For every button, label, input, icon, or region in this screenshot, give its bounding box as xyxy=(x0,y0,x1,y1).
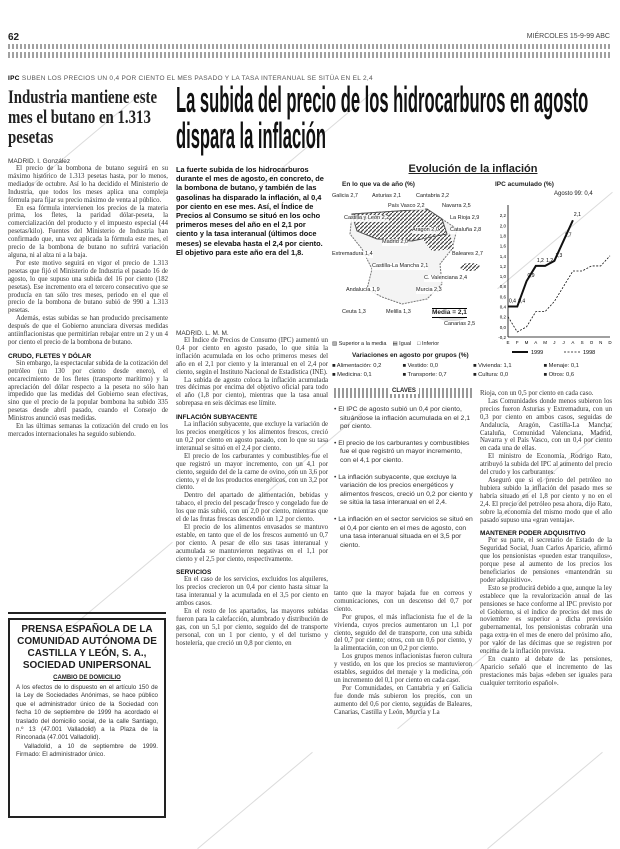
group-name: Vivienda xyxy=(478,363,501,369)
chart-annotation: Agosto 99: 0,4 xyxy=(554,191,593,197)
group-name: Otros xyxy=(548,372,563,378)
paragraph: Dentro del apartado de alimentación, bebidas y tabaco, el precio del pescado fresco y congelado fue de los que más subió, con un 2,0 por ciento, mientras que el de las frutas frescas descendió un 1,2 por ciento. xyxy=(176,492,328,524)
group-item: ■ Transporte: 0,7 xyxy=(402,372,447,378)
region-value: 2,0 xyxy=(431,227,439,233)
key-point: • El precio de los carburantes y combustibles fue el que registró un mayor incremento, con el 4,1 por ciento. xyxy=(340,440,474,466)
groups-list xyxy=(332,362,614,380)
main-column-1 xyxy=(176,330,328,648)
group-value: 0,1 xyxy=(570,363,579,369)
paragraph: En las últimas semanas la cotización del crudo en los mercados internacionales ha seguido subiendo. xyxy=(8,423,168,438)
side-headline: Industria mantiene este mes el butano en 1.313 pesetas xyxy=(8,87,158,148)
kicker-tag: IPC xyxy=(8,75,20,82)
group-value: 0,7 xyxy=(438,372,447,378)
data-label: 0,9 xyxy=(527,273,535,280)
x-tick-label: E xyxy=(506,340,510,345)
group-name: Cultura xyxy=(478,372,497,378)
region-value: 2,5 xyxy=(467,321,476,327)
legend-below: □ Inferior xyxy=(417,341,440,347)
y-tick-label: 0,0 xyxy=(499,324,506,330)
infographic-title: Evolución de la inflación xyxy=(408,163,538,175)
x-tick-label: J xyxy=(562,340,565,345)
region-name: Madrid xyxy=(382,239,399,245)
abc-watermark xyxy=(197,752,313,849)
group-name: Vestido xyxy=(407,363,427,369)
paragraph: La subida de agosto coloca la inflación acumulada tres décimas por encima del objetivo oficial para todo el año (1,8 por ciento), mientras que la tasa anual sobrepasa en seis décimas ese límite. xyxy=(176,376,328,408)
paragraph: El precio de la bombona de butano seguirá en su máximo histórico de 1.313 pesetas hasta, por lo menos, mediados de octubre. Así lo ha decidido el Ministerio de Industria, que todos los meses aplica una compleja fórmula para fijar su precio máximo de venta al público. xyxy=(8,165,168,204)
data-label: 2,1 xyxy=(573,212,581,219)
key-points-title: CLAVES xyxy=(389,388,419,394)
region-name: Galicia xyxy=(332,193,349,199)
paragraph: Por este motivo seguirá en vigor el precio de 1.313 pesetas que fijó el Ministerio de Industria el pasado 16 de agosto, lo que supuso una subida del 16 por ciento (182 pesetas). Ese incremento era el tercero consecutivo que se producía en tan sólo tres meses, periodo en el que el precio de la bombona de butano subió de 990 a 1.313 pesetas. xyxy=(8,259,168,315)
legend-above: ▨ Superior a la media xyxy=(332,341,387,347)
paragraph: En el resto de los apartados, las mayores subidas fueron para la calefacción, alumbrado y distribución de gas, con un 5,1 por ciento, seguido del de transporte personal, con un 1 por ciento, y el del turismo y hostelería, que creció un 0,8 por ciento, en xyxy=(176,608,328,647)
region-value: 2,2 xyxy=(441,193,450,199)
paragraph: Esto se producirá debido a que, aunque la ley establece que la revalorización anual de las pensiones se hace conforme al IPC previsto por el Gobierno, si el índice de precios del mes de noviembre es superior a dicha previsión gubernamental, los pensionistas cobrarán una paga extra en el mes de enero del próximo año, por valor de las décimas que se registren por encima de la inflación prevista. xyxy=(480,584,612,656)
region-label xyxy=(442,203,471,210)
paragraph: Las Comunidades donde menos subieron los precios fueron Asturias y Extremadura, con un 0,3 por ciento en ambos casos, seguidas de Andalucía, Aragón, Castilla-La Mancha, Cataluña, Comunidad Valenciana, Madrid, Navarra y el País Vasco, con un 0,4 por ciento en cada una de ellas. xyxy=(480,397,612,453)
region-label xyxy=(386,309,411,316)
x-tick-label: N xyxy=(599,340,603,345)
region-value: 1,3 xyxy=(358,309,366,315)
region-value: 1,4 xyxy=(365,251,373,257)
media-label: Media = 2,1 xyxy=(432,309,467,316)
notice-body: A los efectos de lo dispuesto en el artículo 150 de la Ley de Sociedades Anónimas, se hace público que el administrador único de la Sociedad con fecha 10 de septiembre de 1999 ha acordado el traslado del domicilio social, de la calle Santiago, n.º 13 (47.001 Valladolid) a la Plaza de la Rinconada (47.001 Valladolid). xyxy=(16,684,158,742)
data-label: 1,7 xyxy=(564,232,572,239)
x-tick-label: A xyxy=(534,340,538,345)
subhead: INFLACIÓN SUBYACENTE xyxy=(176,414,258,422)
legend-label: Inferior xyxy=(421,341,440,347)
group-item: ■ Vestido: 0,0 xyxy=(402,363,438,369)
key-points-box xyxy=(334,388,474,550)
y-tick-label: 0,8 xyxy=(499,284,506,290)
group-value: 0,1 xyxy=(363,372,372,378)
paragraph: El Índice de Precios de Consumo (IPC) aumentó un 0,4 por ciento en agosto pasado, lo que sitúa la inflación acumulada en los ocho primeros meses del año en el 2,1 por ciento y la interanual en el 2,4 por ciento, según el Instituto Nacional de Estadística (INE). xyxy=(176,337,328,376)
region-label xyxy=(342,309,366,316)
paragraph: Por Comunidades, en Cantabria y en Galicia fue donde más subieron los precios, con un aumento del 0,6 por ciento, seguidas de Baleares, Canarias, Castilla y León, Murcia y La xyxy=(334,684,472,716)
legend-label: 1998 xyxy=(583,350,596,356)
paragraph: Rioja, con un 0,5 por ciento en cada caso. xyxy=(480,390,594,397)
region-label xyxy=(346,287,380,294)
region-label xyxy=(372,263,428,270)
region-name: Asturias xyxy=(372,193,392,199)
ipc-line-chart xyxy=(492,199,614,359)
region-label xyxy=(450,227,481,234)
group-value: 1,1 xyxy=(503,363,512,369)
region-value: 2,1 xyxy=(420,263,429,269)
key-point: • La inflación subyacente, que excluye la variación de los precios energéticos y alimentos frescos, creció un 0,2 por ciento y se sitúa la tasa interanual en el 2,4. xyxy=(340,474,474,508)
y-tick-label: 1,4 xyxy=(499,253,506,259)
map-legend xyxy=(332,341,490,347)
region-value: 2,7 xyxy=(475,251,483,257)
group-name: Alimentación xyxy=(336,363,370,369)
region-name: Baleares xyxy=(452,251,474,257)
region-label xyxy=(344,215,389,222)
paragraph: El precio de los alimentos envasados se mantuvo estable, en tanto que el de los frescos aumentó un 0,7 por ciento. A pesar de ello sus tasas interanual y acumulada se mantuvieron negativas en el 1,1 por ciento y el 2,5 por ciento, respectivamente. xyxy=(176,523,328,563)
subhead: SERVICIOS xyxy=(176,569,212,577)
map-title: En lo que va de año (%) xyxy=(342,181,415,188)
key-point: • La inflación en el sector servicios se situó en el 0,4 por ciento en el mes de agosto, con una tasa interanual situada en el 3,5 por ciento. xyxy=(340,516,474,550)
region-name: Navarra xyxy=(442,203,462,209)
region-name: Melilla xyxy=(386,309,402,315)
region-label xyxy=(444,321,475,328)
y-tick-label: 2,0 xyxy=(499,223,506,229)
y-tick-label: 0,4 xyxy=(499,304,506,310)
group-value: 0,0 xyxy=(429,363,438,369)
region-label xyxy=(388,203,425,210)
region-name: Canarias xyxy=(444,321,467,327)
region-name: Murcia xyxy=(416,287,433,293)
region-name: Andalucía xyxy=(346,287,371,293)
region-name: Cantabria xyxy=(416,193,440,199)
region-value: 1,3 xyxy=(403,309,411,315)
x-tick-label: A xyxy=(571,340,575,345)
paragraph: En cuanto al debate de las pensiones, Aparicio señaló que el incremento de las prestaciones más bajas «deben ser iguales para cualquier territorio español». xyxy=(480,656,612,687)
x-tick-label: S xyxy=(580,340,584,345)
paragraph: En esa fórmula intervienen los precios de la materia prima, los fletes, la paridad dólar-peseta, la comercialización del producto y el impuesto especial (44 pesetas/kilo). Fuentes del Ministerio de Industria han confirmado que, una vez aplicada la fórmula este mes, el precio de la bombona de butano no sufrirá variación alguna, ni al alza ni a la baja. xyxy=(8,204,168,259)
region-value: 2,8 xyxy=(473,227,482,233)
section-band xyxy=(8,44,612,58)
region-name: País Vasco xyxy=(388,203,416,209)
subhead: CRUDO, FLETES Y DÓLAR xyxy=(8,352,92,360)
paragraph: Los grupos menos inflacionistas fueron cultura y vestido, en los que los precios se mantuvieron estables, seguidos del menaje y la medicina, con un incremento del 0,1 por ciento en cada caso. xyxy=(334,653,472,684)
paragraph: En el caso de los servicios, excluidos los alquileres, los precios crecieron un 0,4 por ciento hasta situar la tasa interanual y la acumulada en el 3,5 por ciento en ambos casos. xyxy=(176,576,328,608)
kicker-text: SUBEN LOS PRECIOS UN 0,4 POR CIENTO EL MES PASADO Y LA TASA INTERANUAL SE SITÚA EN EL 2,4 xyxy=(21,75,373,82)
map-baleares xyxy=(460,263,480,271)
standfirst: La fuerte subida de los hidrocarburos durante el mes de agosto, en concreto, de la bombona de butano, y también de las gasolinas ha disparado la inflación, al 0,4 por ciento en ese mes. Así, el Índice de Precios al Consumo se situó en los ocho primeros meses del año en el 2,1 por ciento y la tasa interanual (últimos doce meses) se elevaba hasta el 2,4 por ciento. El objetivo para este año era del 1,8. xyxy=(176,165,324,257)
paragraph: Aseguró que si el precio del petróleo no hubiera subido la inflación del pasado mes se habría situado en el 1,8 por ciento y no en el 2,4. El precio del petróleo pesa ahora, dijo Rato, sobre la economía del mismo modo que el año pasado supuso una «gran ventaja». xyxy=(480,476,612,524)
region-label xyxy=(332,251,373,258)
byline: MADRID. I. González xyxy=(8,158,71,165)
paragraph: Por su parte, el secretario de Estado de la Seguridad Social, Juan Carlos Aparicio, afirmó que los pensionistas «pueden estar tranquilos», porque pese al aumento de los precios los beneficiarios de pensiones «mantendrán su poder adquisitivo». xyxy=(480,537,612,584)
paragraph: El precio de los carburantes y combustibles fue el que registró un mayor incremento, con un 4,1 por ciento, seguido del de la carne de ovino, con un 3,6 por ciento, y el de los productos energéticos, con un 3,2 por ciento. xyxy=(176,452,328,492)
group-item: ■ Alimentación: 0,2 xyxy=(332,363,382,369)
y-tick-label: -0,2 xyxy=(498,335,506,340)
region-name: C. Valenciana xyxy=(424,275,458,281)
abc-watermark xyxy=(487,752,603,849)
region-label xyxy=(372,193,401,200)
x-tick-label: D xyxy=(608,340,612,345)
region-label xyxy=(424,275,467,282)
group-item: ■ Medicina: 0,1 xyxy=(332,372,372,378)
y-tick-label: 0,6 xyxy=(499,294,506,300)
notice-title: PRENSA ESPAÑOLA DE LA COMUNIDAD AUTÓNOMA DE CASTILLA Y LEÓN, S. A., SOCIEDAD UNIPERSONAL xyxy=(17,624,157,671)
group-item: ■ Vivienda: 1,1 xyxy=(473,363,512,369)
region-label xyxy=(450,215,479,222)
legend-label: 1999 xyxy=(531,350,544,356)
region-name: Cataluña xyxy=(450,227,473,233)
key-point: • El IPC de agosto subió un 0,4 por ciento, situándose la inflación acumulada en el 2,1 por ciento. xyxy=(340,406,474,432)
y-tick-label: 1,8 xyxy=(499,233,506,239)
region-name: La Rioja xyxy=(450,215,471,221)
group-name: Menaje xyxy=(548,363,568,369)
region-value: 2,5 xyxy=(463,203,471,209)
region-label xyxy=(332,193,358,200)
main-headline: La subida del precio de los hidrocarburos en agosto dispara la inflación xyxy=(176,79,589,156)
group-value: 0,6 xyxy=(566,372,575,378)
x-tick-label: O xyxy=(589,340,594,345)
line-chart-title: IPC acumulado (%) xyxy=(495,181,554,188)
legend-label: Superior a la media xyxy=(338,341,387,347)
page-number: 62 xyxy=(8,32,20,43)
byline: MADRID. L. M. M. xyxy=(176,330,229,337)
region-value: 2,3 xyxy=(434,287,442,293)
x-tick-label: F xyxy=(515,340,519,345)
key-points-header xyxy=(334,388,474,398)
region-value: 2,0 xyxy=(400,239,408,245)
inflation-infographic xyxy=(332,163,614,388)
region-value: 2,9 xyxy=(471,215,480,221)
group-item: ■ Otros: 0,6 xyxy=(543,372,575,378)
y-tick-label: 0,2 xyxy=(499,314,506,320)
region-label xyxy=(416,287,442,294)
y-tick-label: 2,2 xyxy=(499,213,506,219)
paragraph: Además, estas subidas se han producido precisamente después de que el Gobierno anunciara diversas medidas antiinflacionistas que permitirían rebajar entre un 2 y un 4 por ciento el precio de la bombona de butano. xyxy=(8,315,168,346)
side-story xyxy=(8,158,168,439)
region-name: Ceuta xyxy=(342,309,357,315)
y-tick-label: 1,2 xyxy=(499,263,506,269)
region-label xyxy=(452,251,483,258)
region-name: Extremadura xyxy=(332,251,364,257)
group-value: 0,0 xyxy=(500,372,509,378)
data-label: 1,2 xyxy=(546,257,554,264)
main-column-2 xyxy=(334,590,472,717)
data-label: 0,4 xyxy=(518,298,526,305)
region-name: Aragón xyxy=(412,227,430,233)
region-value: 2,2 xyxy=(381,215,390,221)
y-tick-label: 1,6 xyxy=(499,243,506,249)
paragraph: La inflación subyacente, que excluye la variación de los precios energéticos y los alimentos frescos, creció un 0,2 por ciento en agosto pasado, con lo que su tasa interanual se situó en el 2,4 por ciento. xyxy=(176,421,328,452)
region-name: Castilla-La Mancha xyxy=(372,263,420,269)
page-date: MIÉRCOLES 15-9-99 ABC xyxy=(526,33,610,40)
paragraph: tanto que la mayor bajada fue en correos y comunicaciones, con un descenso del 0,7 por ciento. xyxy=(334,590,472,613)
region-label xyxy=(382,239,408,246)
group-value: 0,2 xyxy=(373,363,382,369)
notice-signature: Valladolid, a 10 de septiembre de 1999. Firmado: El administrador único. xyxy=(16,742,158,759)
region-name: Castilla y León xyxy=(344,215,381,221)
paragraph: Por grupos, el más inflacionista fue el de la vivienda, cuyos precios aumentaron un 1,1 por ciento, seguido del de transporte, con una subida del 0,7 por ciento; otros, con un 0,6 por ciento, y la alimentación, con un 0,2 por ciento. xyxy=(334,613,472,653)
legal-notice xyxy=(8,618,166,818)
paragraph: Sin embargo, la espectacular subida de la cotización del petróleo (un 130 por ciento desde enero), el encarecimiento de los fletes (transporte marítimo) y la apreciación del dólar respecto a la peseta no sólo han impedido que las medidas del Gobierno sean efectivas, sino que el precio de la popular bombona ha subido 335 pesetas desde abril pasado, cuando el Consejo de Ministros anunció esas medidas. xyxy=(8,359,168,423)
region-value: 1,9 xyxy=(372,287,380,293)
group-name: Medicina xyxy=(337,372,361,378)
subhead: MANTENER PODER ADQUISITIVO xyxy=(480,530,586,538)
region-value: 2,4 xyxy=(459,275,468,281)
x-tick-label: J xyxy=(553,340,556,345)
groups-title: Variaciones en agosto por grupos (%) xyxy=(352,352,469,359)
data-label: 1,2 xyxy=(536,257,544,264)
group-name: Transporte xyxy=(407,372,436,378)
paragraph: El ministro de Economía, Rodrigo Rato, atribuyó la subida del IPC al aumento del precio del crudo y los carburantes. xyxy=(480,453,612,477)
group-item: ■ Cultura: 0,0 xyxy=(473,372,509,378)
x-tick-label: M xyxy=(524,340,529,345)
data-label: 0,4 xyxy=(509,298,516,305)
region-label xyxy=(416,193,449,200)
x-tick-label: M xyxy=(543,340,547,345)
legend-label: Igual xyxy=(399,341,412,347)
group-item: ■ Menaje: 0,1 xyxy=(543,363,579,369)
data-label: 1,3 xyxy=(555,252,563,259)
legend-equal: ▤ Igual xyxy=(392,341,412,347)
region-value: 2,2 xyxy=(416,203,425,209)
region-value: 2,7 xyxy=(350,193,358,199)
y-tick-label: 1,0 xyxy=(499,274,506,280)
region-value: 2,1 xyxy=(393,193,402,199)
notice-subtitle: CAMBIO DE DOMICILIO xyxy=(53,675,121,681)
region-label xyxy=(412,227,439,234)
